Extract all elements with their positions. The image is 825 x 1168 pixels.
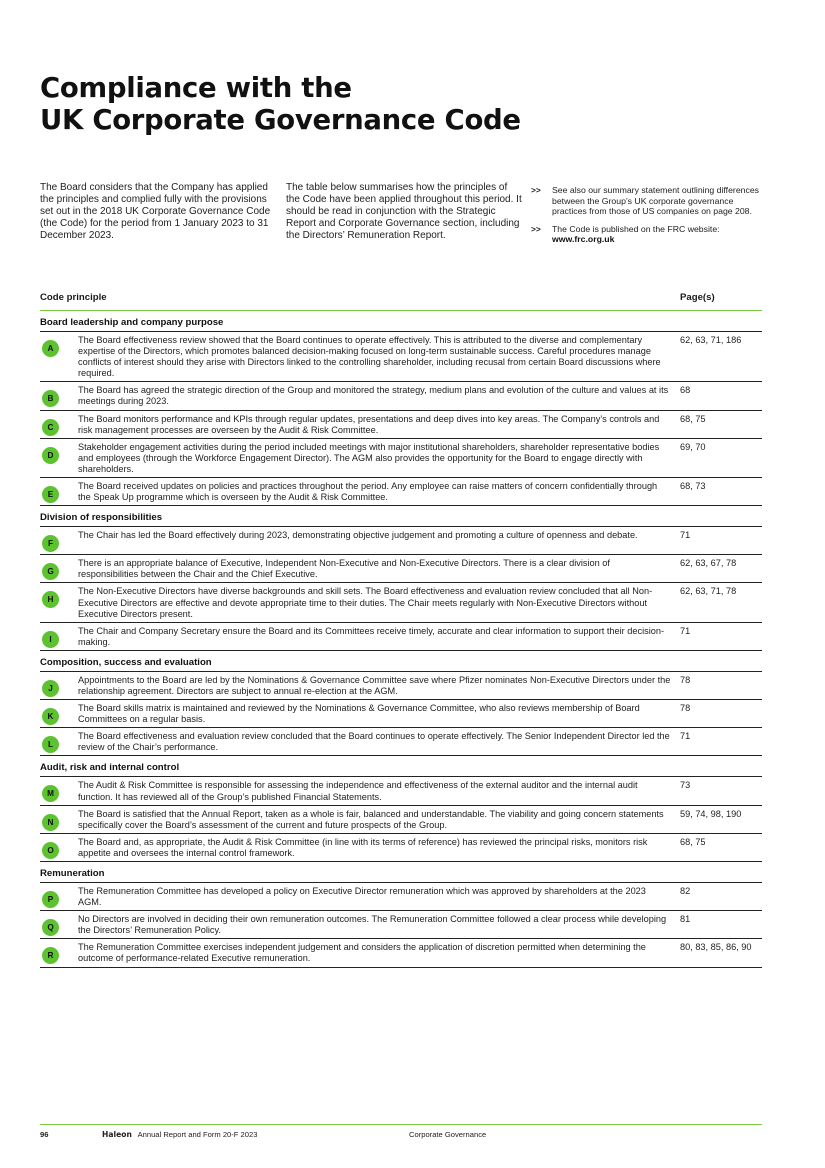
page-references: 73	[680, 780, 691, 791]
principle-description: No Directors are involved in deciding their own remuneration outcomes. The Remuneration Committee followed a clear process while developing the Directors’ Remuneration Policy.	[78, 914, 667, 936]
page-references: 62, 63, 67, 78	[680, 558, 737, 569]
principle-description: The Board skills matrix is maintained and reviewed by the Nominations & Governance Committee, who also reviews membership of Board Committees on a regular basis.	[78, 703, 640, 725]
code-principles-table	[40, 292, 762, 968]
principle-description: The Audit & Risk Committee is responsible for assessing the independence and effectiveness of the external auditor and the internal audit function. It has reviewed all of the Group’s published Financial Statements.	[78, 780, 638, 802]
section-heading: Remuneration	[40, 862, 762, 883]
principle-letter-badge: F	[42, 535, 59, 552]
principle-description: The Board has agreed the strategic direction of the Group and monitored the strategy, medium plans and evolution of the culture and values at its meetings during 2023.	[78, 385, 669, 407]
principle-description: The Remuneration Committee exercises independent judgement and considers the application of discretion permitted when determining the outcome of performance-related Executive remuneration.	[78, 942, 646, 964]
header-code-principle: Code principle	[40, 292, 107, 303]
table-row	[40, 439, 762, 478]
principle-letter-badge: R	[42, 947, 59, 964]
double-chevron-icon: >>	[531, 223, 541, 234]
principle-description: Appointments to the Board are led by the Nominations & Governance Committee save where Pfizer nominates Non-Executive Directors under the relationship agreement. Directors are subject to annual re-election at the AGM.	[78, 674, 671, 696]
table-row	[40, 555, 762, 583]
footer-section-name: Corporate Governance	[409, 1130, 487, 1139]
principle-letter-badge: E	[42, 486, 59, 503]
note-us-differences	[531, 185, 767, 217]
page-references: 71	[680, 625, 691, 636]
table-row	[40, 700, 762, 728]
principle-description: The Board monitors performance and KPIs through regular updates, presentations and deep dives into key areas. The Company’s controls and risk management processes are overseen by the Audit & Risk Committee.	[78, 413, 660, 435]
section-heading: Division of responsibilities	[40, 506, 762, 527]
principle-description: The Board effectiveness review showed that the Board continues to operate effectively. This is attributed to the diverse and complementary expertise of the Directors, which promotes balanced decision-making focused on long-term sustainable success. Careful procedures manage conflicts of interest should they arise with Directors linked to the controlling shareholder, including recusal from certain Board discussions where required.	[78, 335, 661, 379]
haleon-logo: Haleon	[102, 1130, 132, 1139]
table-row	[40, 382, 762, 410]
footer-report-title: Annual Report and Form 20-F 2023	[137, 1130, 258, 1139]
page-references: 62, 63, 71, 78	[680, 586, 737, 597]
page-references: 68, 75	[680, 413, 706, 424]
page-references: 59, 74, 98, 190	[680, 808, 742, 819]
page-references: 68	[680, 385, 691, 396]
table-row	[40, 728, 762, 756]
note-us-differences-text: See also our summary statement outlining differences between the Group’s UK corporate governance practices from those of US companies on page 208.	[552, 185, 759, 217]
principle-description: Stakeholder engagement activities during the period included meetings with major institutional shareholders, shareholder representative bodies and employees (through the Workforce Engagement Director). The AGM also provides the opportunity for the Board to engage directly with shareholders.	[78, 441, 660, 474]
principle-description: The Remuneration Committee has developed a policy on Executive Director remuneration which was approved by shareholders at the 2023 AGM.	[78, 886, 646, 908]
principle-letter-badge: O	[42, 842, 59, 859]
page-references: 69, 70	[680, 441, 706, 452]
principle-description: The Board effectiveness and evaluation review concluded that the Board continues to operate effectively. The Senior Independent Director led the review of the Chair’s performance.	[78, 731, 670, 753]
page-references: 62, 63, 71, 186	[680, 335, 742, 345]
page-references: 82	[680, 886, 691, 896]
principle-letter-badge: H	[42, 591, 59, 608]
page-references: 71	[680, 530, 691, 541]
principle-description: There is an appropriate balance of Executive, Independent Non-Executive and Non-Executive Directors. There is a clear division of responsibilities between the Chair and the Chief Executive.	[78, 558, 610, 580]
principle-letter-badge: P	[42, 891, 59, 908]
principle-letter-badge: B	[42, 390, 59, 407]
footer-brand	[102, 1130, 257, 1139]
footer-divider	[40, 1124, 762, 1125]
principle-letter-badge: J	[42, 680, 59, 697]
principle-letter-badge: L	[42, 736, 59, 753]
page-title-line-1: Compliance with the	[40, 72, 352, 104]
table-row	[40, 806, 762, 834]
principle-description: The Board and, as appropriate, the Audit & Risk Committee (in line with its terms of reference) has reviewed the principal risks, monitors risk appetite and oversees the internal control framework.	[78, 836, 648, 858]
page-references: 80, 83, 85, 86, 90	[680, 942, 752, 953]
table-row	[40, 332, 762, 382]
page-references: 68, 75	[680, 836, 706, 847]
double-chevron-icon: >>	[531, 185, 541, 195]
footer-page-number: 96	[40, 1130, 49, 1139]
principle-description: The Board is satisfied that the Annual Report, taken as a whole is fair, balanced and understandable. The viability and going concern statements specifically cover the Board’s assessment of the current and future prospects of the Group.	[78, 808, 664, 830]
table-row	[40, 834, 762, 862]
table-row	[40, 411, 762, 439]
principle-description: The Non-Executive Directors have diverse backgrounds and skill sets. The Board effectiveness and evaluation review concluded that all Non-Executive Directors are effective and devote appropriate time to their duties. The Chair meets regularly with Non-Executive Directors without Executive Directors present.	[78, 586, 653, 619]
header-pages: Page(s)	[680, 292, 715, 303]
table-row	[40, 623, 762, 651]
table-row	[40, 583, 762, 622]
table-row	[40, 672, 762, 700]
side-notes	[531, 185, 767, 252]
principle-letter-badge: N	[42, 814, 59, 831]
note-frc-website	[531, 224, 767, 245]
principle-letter-badge: I	[42, 631, 59, 648]
principle-letter-badge: D	[42, 447, 59, 464]
principle-letter-badge: C	[42, 419, 59, 436]
table-row	[40, 527, 762, 555]
intro-paragraph-2: The table below summarises how the principles of the Code have been applied throughout this period. It should be read in conjunction with the Strategic Report and Corporate Governance section, including the Directors’ Remuneration Report.	[286, 182, 522, 242]
table-row	[40, 777, 762, 805]
note-frc-text: The Code is published on the FRC website:	[552, 223, 720, 234]
page-title-line-2: UK Corporate Governance Code	[40, 104, 521, 136]
section-heading: Board leadership and company purpose	[40, 311, 762, 332]
principle-letter-badge: M	[42, 785, 59, 802]
table-header	[40, 292, 762, 311]
frc-website-link[interactable]: www.frc.org.uk	[552, 234, 615, 245]
table-row	[40, 883, 762, 911]
page-references: 78	[680, 674, 691, 685]
section-heading: Composition, success and evaluation	[40, 651, 762, 672]
page-references: 81	[680, 914, 691, 925]
page-references: 78	[680, 703, 691, 714]
page-title	[40, 72, 521, 136]
table-row	[40, 939, 762, 967]
intro-paragraph-1: The Board considers that the Company has applied the principles and complied fully with the provisions set out in the 2018 UK Corporate Governance Code (the Code) for the period from 1 January 2023 to 31 December 2023.	[40, 182, 271, 242]
principle-letter-badge: K	[42, 708, 59, 725]
section-heading: Audit, risk and internal control	[40, 756, 762, 777]
principle-letter-badge: A	[42, 340, 59, 357]
page-references: 71	[680, 731, 691, 742]
page-references: 68, 73	[680, 481, 706, 492]
principle-description: The Chair has led the Board effectively during 2023, demonstrating objective judgement and promoting a culture of openness and debate.	[78, 530, 638, 541]
principle-description: The Board received updates on policies and practices throughout the period. Any employee can raise matters of concern confidentially through the Speak Up programme which is overseen by the Audit & Risk Committee.	[78, 481, 658, 503]
principle-description: The Chair and Company Secretary ensure the Board and its Committees receive timely, accurate and clear information to support their decision-making.	[78, 625, 665, 647]
table-row	[40, 478, 762, 506]
principle-letter-badge: G	[42, 563, 59, 580]
table-row	[40, 911, 762, 939]
principle-letter-badge: Q	[42, 919, 59, 936]
